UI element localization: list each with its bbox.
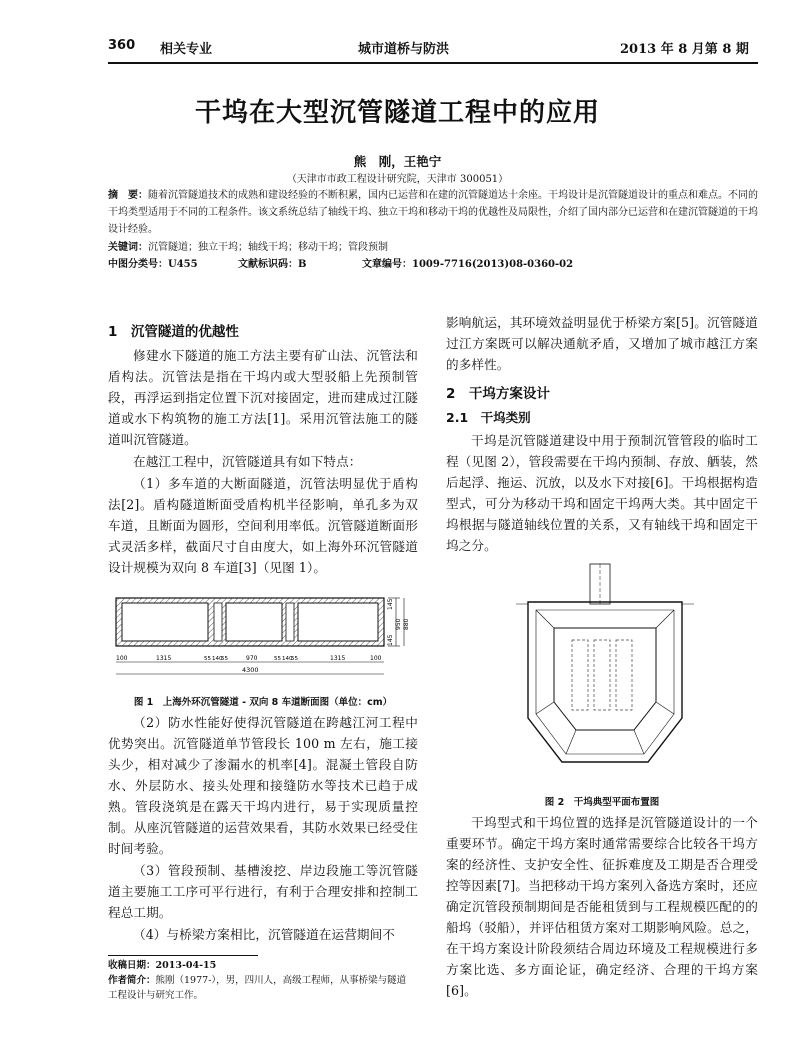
- footnote: [108, 958, 408, 1003]
- footnote-rule: [108, 955, 258, 956]
- tunnel-element: [594, 640, 610, 710]
- dock-slope-line: [536, 610, 674, 754]
- keywords-text: 沉管隧道；独立干坞；轴线干坞；移动干坞；管段预制: [148, 242, 388, 253]
- article-number: 文章编号：1009-7716(2013)08-0360-02: [362, 259, 574, 270]
- dim-label: 55: [204, 656, 211, 662]
- paragraph: （2）防水性能好使得沉管隧道在跨越江河工程中优势突出。沉管隧道单节管段长 100 m 左右，施工接头少，相对减少了渗漏水的机率[4]。混凝土管段自防水、外层防水、接头处理和接缝防水等技术已趋于成熟。管段浇筑是在露天干坞内进行，易于实现质量控制。从座沉管隧道的运营效果看，其防水效果已经受住时间考验。: [108, 715, 418, 856]
- fig1-caption: 图 1 上海外环沉管隧道 - 双向 8 车道断面图（单位：cm）: [133, 697, 393, 708]
- dim-label: 55: [291, 656, 298, 662]
- fig1-cross-section: [108, 592, 420, 684]
- dim-total: 4300: [242, 666, 259, 674]
- section-2-heading: 2 干坞方案设计: [446, 386, 550, 402]
- keywords-label: 关键词：: [108, 242, 148, 253]
- doc-code: 文献标识码：B: [238, 259, 307, 270]
- affiliation: （天津市市政工程设计研究院，天津市 300051）: [286, 174, 509, 185]
- paragraph: 修建水下隧道的施工方法主要有矿山法、沉管法和盾构法。沉管法是指在干坞内或大型驳船上先预制管段，再浮运到指定位置下沉对接固定，进而建成过江隧道或水下构筑物的施工方法[1]。采用沉管法施工的隧道叫沉管隧道。: [108, 348, 418, 447]
- journal-name: 城市道桥与防洪: [358, 42, 450, 57]
- dim-label: 970: [246, 655, 258, 662]
- issue-label: 2013 年 8 月第 8 期: [620, 42, 749, 57]
- section-1-heading: 1 沉管隧道的优越性: [108, 324, 239, 340]
- abstract-text: 随着沉管隧道技术的成熟和建设经验的不断积累，国内已运营和在建的沉管隧道达十余座。干坞设计是沉管隧道设计的重点和难点。不同的干坞类型适用于不同的工程条件。该文系统总结了轴线干坞、独立干坞和移动干坞的优越性及局限性，介绍了国内部分已运营和在建沉管隧道的干坞设计经验。: [108, 190, 758, 235]
- fig2-caption: 图 2 干坞典型平面布置图: [544, 797, 660, 808]
- service-gallery-2: [286, 603, 294, 641]
- dim-label: 140: [282, 656, 293, 662]
- dock-floor: [554, 628, 656, 730]
- header-rule: [108, 62, 758, 64]
- article-title: 干坞在大型沉管隧道工程中的应用: [194, 98, 600, 128]
- author-bio: 熊刚（1977-），男，四川人，高级工程师，从事桥梁与隧道工程设计与研究工作。: [108, 975, 407, 1001]
- paragraph: （4）与桥梁方案相比，沉管隧道在运营期间不: [133, 927, 395, 942]
- keywords: [108, 238, 388, 253]
- tunnel-element: [572, 640, 588, 710]
- dim-label: 1315: [330, 655, 346, 662]
- dim-label: 140: [212, 656, 223, 662]
- abstract-label: 摘 要：: [108, 190, 148, 201]
- fig2-drydock-plan: [510, 562, 700, 784]
- paragraph: 影响航运，其环境效益明显优于桥梁方案[5]。沉管隧道过江方案既可以解决通航矛盾，又增加了城市越江方案的多样性。: [446, 315, 758, 372]
- abstract: [108, 187, 758, 238]
- bio-label: 作者简介：: [108, 975, 156, 986]
- traffic-bore-1: [122, 603, 208, 641]
- tunnel-element: [616, 640, 632, 710]
- subsection-2-1-heading: 2.1 干坞类别: [446, 410, 531, 425]
- clc-number: 中图分类号：U455: [108, 259, 198, 270]
- dim-label: 100: [116, 655, 128, 662]
- traffic-bore-middle: [226, 603, 282, 641]
- received-date: 收稿日期：2013-04-15: [108, 960, 217, 971]
- traffic-bore-2: [298, 603, 378, 641]
- authors: 熊 刚，王艳宁: [353, 154, 442, 169]
- paragraph: 在越江工程中，沉管隧道具有如下特点：: [133, 454, 362, 469]
- dim-right: 880: [403, 618, 410, 630]
- dim-right: 145: [387, 634, 394, 646]
- paragraph: （3）管段预制、基槽浚挖、岸边段施工等沉管隧道主要施工工序可平行进行，有利于合理安排和控制工程总工期。: [108, 863, 418, 920]
- dim-label: 55: [274, 656, 281, 662]
- dim-right: 145: [387, 598, 394, 610]
- dock-outer-boundary: [528, 602, 682, 762]
- dim-label: 1315: [156, 655, 172, 662]
- dim-right: 950: [395, 618, 402, 630]
- dim-label: 100: [370, 655, 382, 662]
- paragraph: 干坞型式和干坞位置的选择是沉管隧道设计的一个重要环节。确定干坞方案时通常需要综合比较各干坞方案的经济性、支护安全性、征拆难度及工期是否合理受控等因素[7]。当把移动干坞方案列入备选方案时，还应确定沉管段预制期间是否能租赁到与工程规模匹配的的船坞（驳船），并评估租赁方案对工期影响风险。总之，在干坞方案设计阶段须结合周边环境及工程规模进行多方案比选、多方面论证，确定经济、合理的干坞方案[6]。: [446, 815, 758, 998]
- paragraph: 干坞是沉管隧道建设中用于预制沉管管段的临时工程（见图 2），管段需要在干坞内预制、存放、舾装，然后起浮、拖运、沉放，以及水下对接[6]。干坞根据构造型式，可分为移动干坞和固定干坞两大类。其中固定干坞根据与隧道轴线位置的关系，又有轴线干坞和固定干坞之分。: [446, 433, 758, 553]
- section-label: 相关专业: [160, 42, 213, 57]
- paragraph: （1）多车道的大断面隧道，沉管法明显优于盾构法[2]。盾构隧道断面受盾构机半径影响，单孔多为双车道，且断面为圆形，空间利用率低。沉管隧道断面形式灵活多样，截面尺寸自由度大，如上海外环沉管隧道设计规模为双向 8 车道[3]（见图 1）。: [108, 476, 418, 575]
- page-number: 360: [108, 38, 136, 53]
- dim-label: 55: [221, 656, 228, 662]
- service-gallery-1: [214, 603, 222, 641]
